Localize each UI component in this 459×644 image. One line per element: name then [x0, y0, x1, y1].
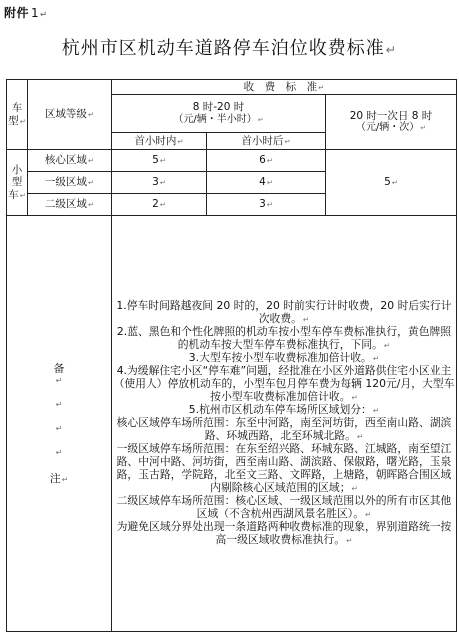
note-text: 二级区域停车场所范围：核心区域、一级区域范围以外的所有市区其他区域（不含杭州西湖风景名胜区）。 — [116, 493, 452, 520]
after-first-hour-header-text: 首小时后 — [241, 134, 284, 147]
after-first-hour-fee-cell — [207, 150, 326, 172]
night-header-text: 20 时一次日 8 时 — [349, 109, 433, 122]
paragraph-mark-icon: ↵ — [383, 341, 391, 351]
paragraph-mark-icon: ↵ — [159, 156, 166, 166]
area-level-header — [28, 80, 112, 150]
notes-body — [112, 216, 457, 632]
after-first-hour-fee-text: 4 — [259, 176, 266, 189]
first-hour-fee-cell — [112, 194, 207, 216]
paragraph-mark-icon: ↵ — [257, 115, 264, 124]
table-header-row — [7, 80, 457, 95]
note-text: 3.大型车按小型车收费标准加倍计收。 — [188, 351, 372, 365]
paragraph-mark-icon: ↵ — [87, 110, 95, 120]
area-level-header-text: 区域等级 — [44, 108, 87, 121]
paragraph-mark-icon: ↵ — [420, 124, 427, 133]
first-hour-header-text: 首小时内 — [134, 134, 177, 147]
notes-row — [7, 216, 457, 632]
night-header — [326, 95, 457, 150]
note-paragraph — [112, 495, 456, 521]
notes-label-text: 备 ↵ ↵ ↵ ↵ 注↵ — [49, 362, 69, 485]
daytime-unit-text: （元/辆・半小时） — [173, 113, 257, 125]
first-hour-fee-cell — [112, 150, 207, 172]
area-cell — [28, 194, 112, 216]
first-hour-fee-text: 5 — [152, 154, 159, 167]
fee-standard-header — [112, 80, 457, 95]
paragraph-mark-icon: ↵ — [356, 431, 364, 441]
paragraph-mark-icon: ↵ — [159, 178, 166, 188]
note-paragraph — [112, 443, 456, 495]
daytime-header — [112, 95, 326, 133]
area-cell-text: 二级区域 — [44, 198, 87, 211]
night-unit-text: （元/辆・次） — [355, 122, 420, 134]
fee-standard-header-text: 收 费 标 准 — [243, 80, 318, 93]
paragraph-mark-icon: ↵ — [351, 393, 358, 403]
paragraph-mark-icon: ↵ — [87, 156, 95, 166]
fee-standard-table — [6, 79, 457, 632]
night-fee-text: 5 — [384, 176, 391, 189]
small-vehicle-label-text: 小 型 车 — [8, 163, 23, 201]
area-cell-text: 一级区域 — [44, 176, 87, 189]
table-row — [7, 150, 457, 172]
first-hour-header — [112, 133, 207, 150]
attachment-label-text: 附件 — [4, 6, 30, 20]
first-hour-fee-text: 3 — [152, 176, 159, 189]
paragraph-mark-icon: ↵ — [19, 190, 26, 200]
paragraph-mark-icon: ↵ — [159, 200, 166, 210]
paragraph-mark-icon: ↵ — [284, 136, 291, 146]
small-vehicle-label — [7, 150, 28, 216]
paragraph-mark-icon: ↵ — [346, 535, 353, 545]
note-text: 5.杭州市区机动车停车场所区域划分： — [188, 403, 372, 417]
after-first-hour-fee-cell — [207, 172, 326, 194]
note-text: 一级区域停车场所范围：在东至绍兴路、环城东路、江城路，南至望江路、中河中路、河坊街，西至南山路、湖滨路、保俶路，曙光路，玉泉路，玉古路，学院路，北至文三路、文晖路，上塘路，朝晖路合围区域内剔除核心区域范围的区域； — [116, 441, 452, 494]
paragraph-mark-icon: ↵ — [177, 136, 184, 146]
notes-label — [7, 216, 112, 632]
after-first-hour-fee-text: 6 — [259, 154, 266, 167]
note-paragraph — [112, 365, 456, 404]
after-first-hour-fee-text: 3 — [259, 198, 266, 211]
paragraph-mark-icon: ↵ — [19, 116, 26, 126]
paragraph-mark-icon: ↵ — [266, 156, 273, 166]
paragraph-mark-icon: ↵ — [372, 354, 380, 364]
page-title-text: 杭州市区机动车道路停车泊位收费标准 — [61, 38, 385, 59]
paragraph-mark-icon: ↵ — [391, 178, 398, 188]
first-hour-fee-text: 2 — [152, 198, 159, 211]
paragraph-mark-icon: ↵ — [372, 406, 380, 416]
daytime-header-text: 8 时-20 时 — [192, 101, 245, 114]
area-cell — [28, 150, 112, 172]
attachment-number: 1 — [31, 6, 40, 20]
paragraph-mark-icon: ↵ — [266, 178, 273, 188]
night-fee-cell — [326, 150, 457, 216]
note-text: 1.停车时间路越夜间 20 时的，20 时前实行计时收费，20 时后实行计次收费。 — [116, 299, 452, 326]
paragraph-mark-icon: ↵ — [365, 509, 372, 519]
note-paragraph — [112, 326, 456, 352]
note-text: 核心区域停车场所范围：东至中河路，南至河坊街，西至南山路、湖滨路、环城西路，北至环城北路。 — [116, 416, 452, 442]
note-text: 2.蓝、黑色和个性化牌照的机动车按小型车停车费标准执行，黄色牌照的机动车按大型车停车费标准执行，下同。 — [116, 325, 452, 352]
paragraph-mark-icon: ↵ — [351, 483, 358, 493]
note-text: 4.为缓解住宅小区“停车难”问题，经批准在小区外道路供住宅小区业主（使用人）停放机动车的，小型车包月停车费为每辆 120元/月，大型车按小型车收费标准加倍计收。 — [113, 364, 455, 404]
vehicle-type-header-text: 车 型 — [8, 101, 23, 127]
note-paragraph — [112, 300, 456, 326]
area-cell — [28, 172, 112, 194]
paragraph-mark-icon: ↵ — [385, 42, 398, 57]
paragraph-mark-icon: ↵ — [87, 178, 95, 188]
attachment-label — [4, 4, 48, 21]
paragraph-mark-icon: ↵ — [40, 9, 48, 19]
note-paragraph — [112, 417, 456, 443]
after-first-hour-fee-cell — [207, 194, 326, 216]
paragraph-mark-icon: ↵ — [318, 82, 325, 92]
paragraph-mark-icon: ↵ — [266, 200, 273, 210]
note-paragraph — [112, 521, 456, 547]
note-text: 为避免区域分界处出现一条道路两种收费标准的现象，界别道路统一按高一级区域收费标准执行。 — [116, 519, 452, 546]
vehicle-type-header — [7, 80, 28, 150]
area-cell-text: 核心区域 — [44, 154, 87, 167]
after-first-hour-header — [207, 133, 326, 150]
paragraph-mark-icon: ↵ — [302, 315, 310, 325]
page-title — [0, 34, 459, 60]
first-hour-fee-cell — [112, 172, 207, 194]
paragraph-mark-icon: ↵ — [87, 200, 95, 210]
